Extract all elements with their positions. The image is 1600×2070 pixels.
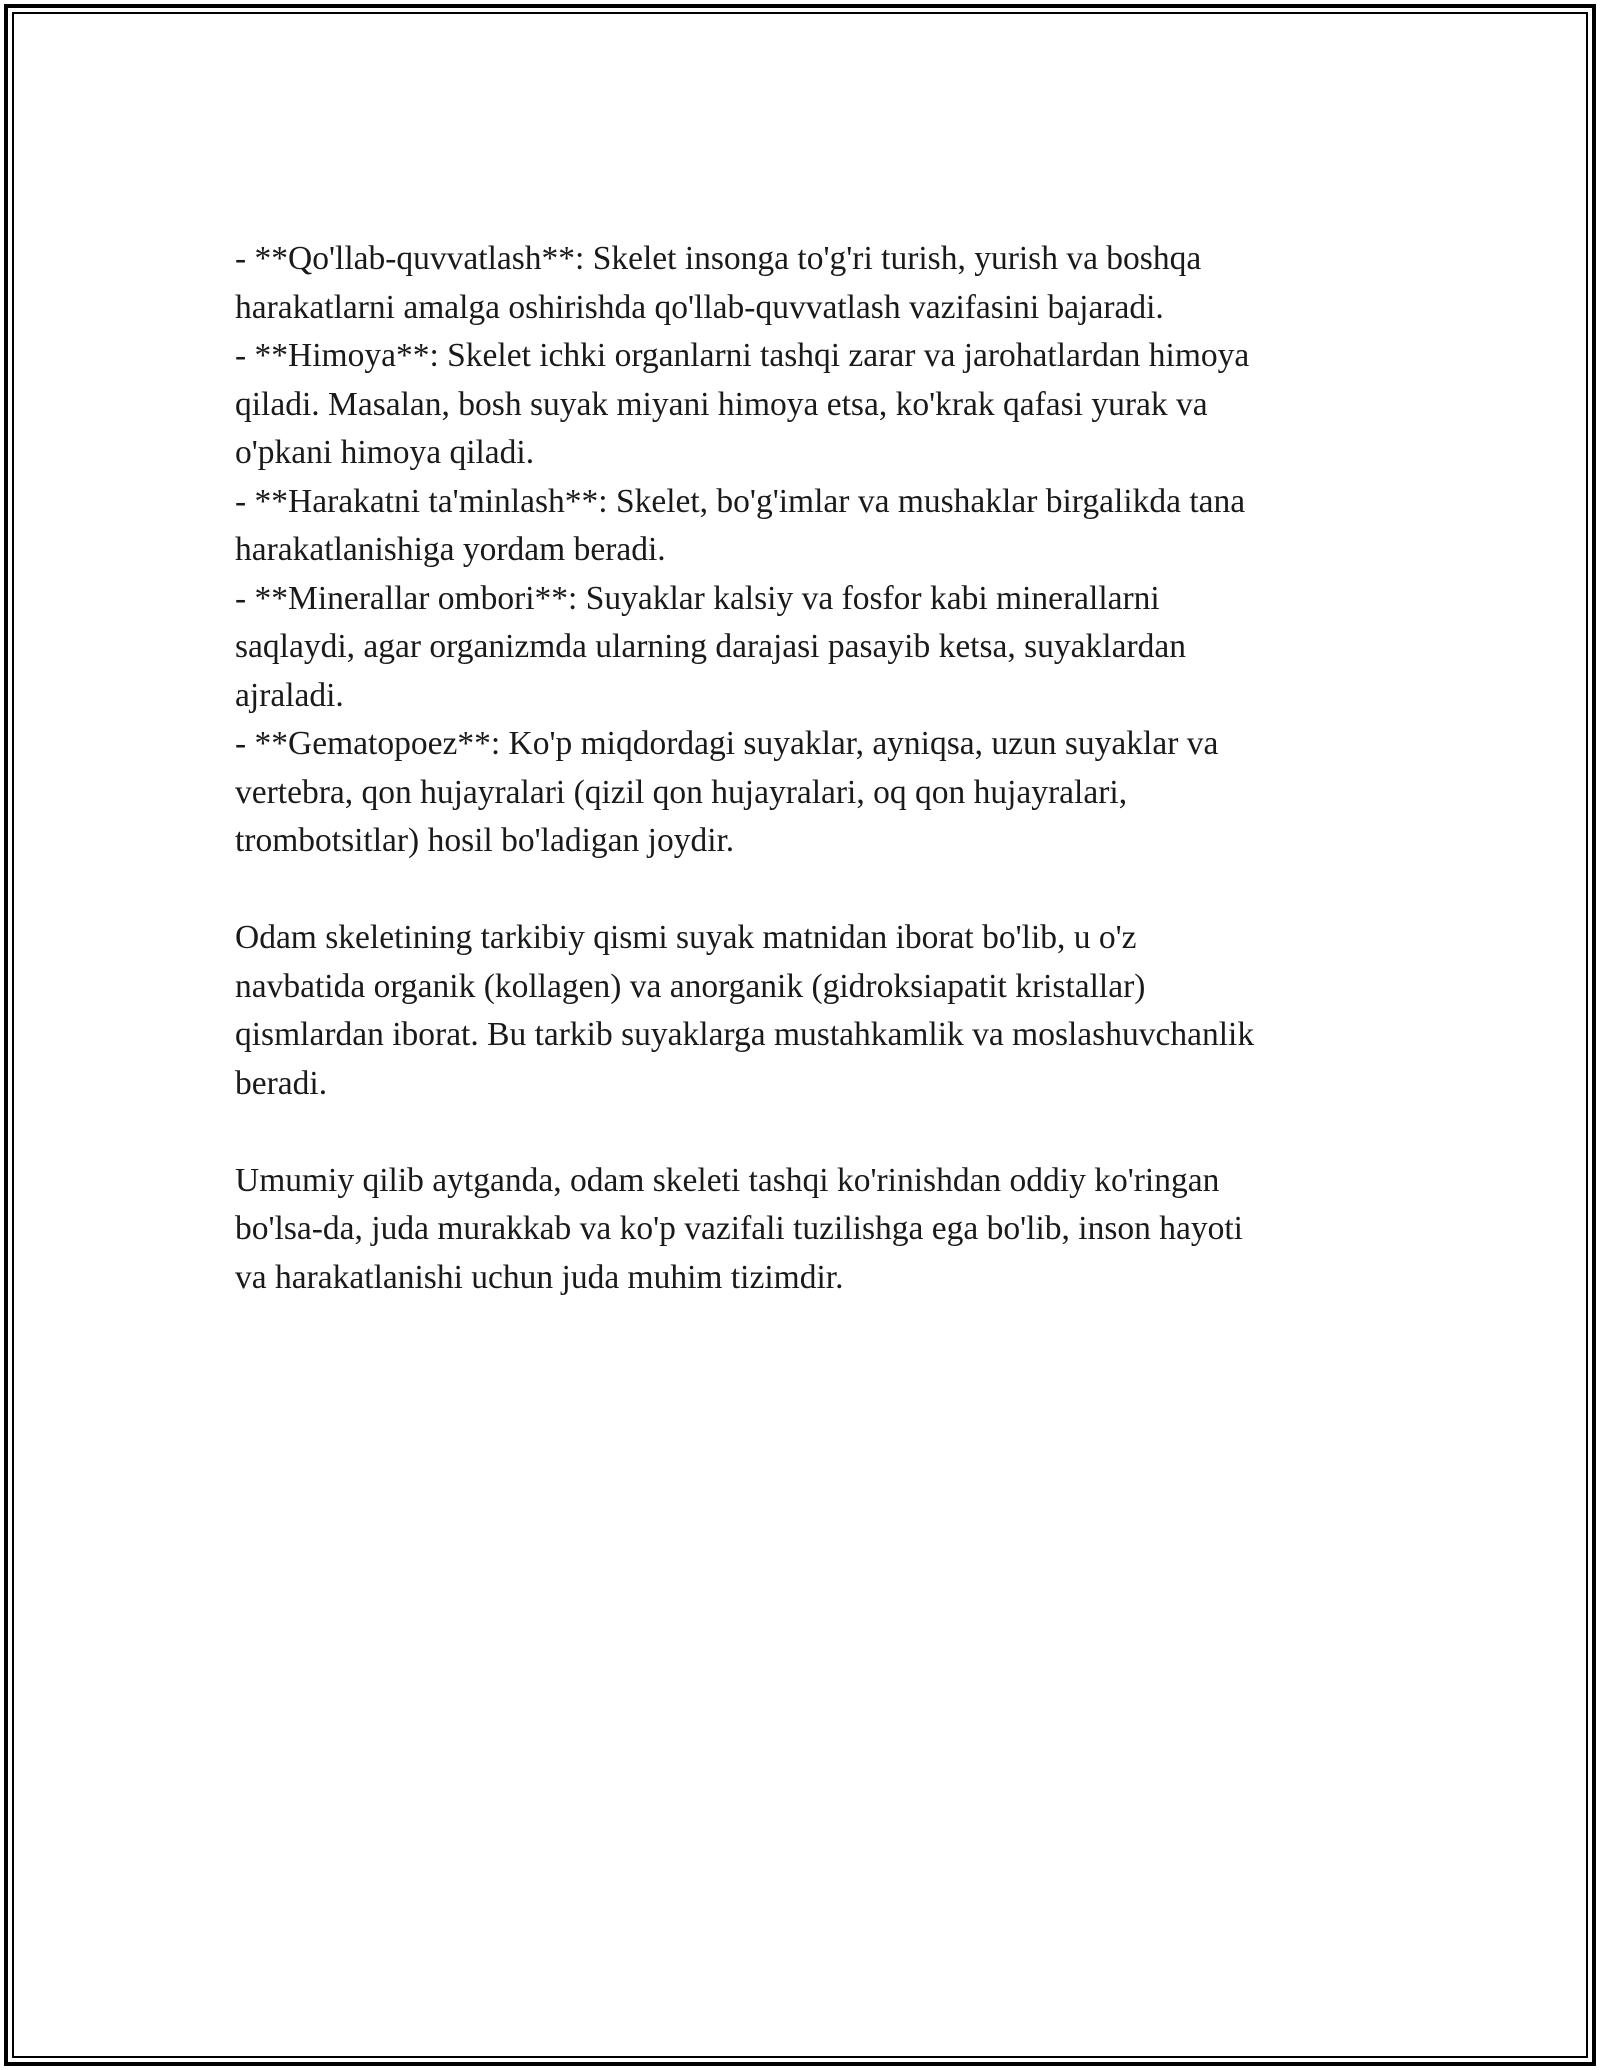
paragraph-conclusion	[235, 1157, 1355, 1303]
text-line: vertebra, qon hujayralari (qizil qon hujayralari, oq qon hujayralari,	[235, 773, 1128, 811]
text-line: bo'lsa-da, juda murakkab va ko'p vazifali tuzilishga ega bo'lib, inson hayoti	[235, 1210, 1243, 1247]
text-line: - **Himoya**: Skelet ichki organlarni tashqi zarar va jarohatlardan himoya	[235, 337, 1250, 374]
text-line: Umumiy qilib aytganda, odam skeleti tashqi ko'rinishdan oddiy ko'ringan	[235, 1161, 1220, 1199]
list-item-protection	[235, 332, 1355, 478]
document-body	[235, 235, 1355, 1302]
list-item-minerals	[235, 575, 1355, 721]
text-line: - **Minerallar ombori**: Suyaklar kalsiy va fosfor kabi minerallarni	[235, 579, 1160, 617]
text-line: - **Qo'llab-quvvatlash**: Skelet insonga to'g'ri turish, yurish va boshqa	[235, 240, 1202, 277]
text-line: - **Gematopoez**: Ko'p miqdordagi suyaklar, ayniqsa, uzun suyaklar va	[235, 725, 1219, 762]
text-line: qismlardan iborat. Bu tarkib suyaklarga mustahkamlik va moslashuvchanlik	[235, 1016, 1255, 1053]
text-line: Odam skeletining tarkibiy qismi suyak matnidan iborat bo'lib, u o'z	[235, 919, 1137, 956]
text-line: trombotsitlar) hosil bo'ladigan joydir.	[235, 822, 735, 859]
paragraph-gap	[235, 866, 1355, 915]
text-line: navbatida organik (kollagen) va anorganik (gidroksiapatit kristallar)	[235, 967, 1146, 1005]
list-item-support	[235, 235, 1355, 332]
text-line: beradi.	[235, 1064, 328, 1102]
text-line: o'pkani himoya qiladi.	[235, 434, 535, 471]
text-line: va harakatlanishi uchun juda muhim tizimdir.	[235, 1258, 844, 1296]
list-item-movement	[235, 478, 1355, 575]
paragraph-composition	[235, 914, 1355, 1108]
text-line: harakatlanishiga yordam beradi.	[235, 531, 666, 568]
paragraph-gap	[235, 1108, 1355, 1157]
text-line: ajraladi.	[235, 676, 344, 714]
list-item-hematopoiesis	[235, 720, 1355, 866]
text-line: qiladi. Masalan, bosh suyak miyani himoya etsa, ko'krak qafasi yurak va	[235, 385, 1208, 423]
text-line: saqlaydi, agar organizmda ularning darajasi pasayib ketsa, suyaklardan	[235, 628, 1187, 665]
text-line: harakatlarni amalga oshirishda qo'llab-quvvatlash vazifasini bajaradi.	[235, 288, 1164, 326]
text-line: - **Harakatni ta'minlash**: Skelet, bo'g'imlar va mushaklar birgalikda tana	[235, 482, 1246, 520]
